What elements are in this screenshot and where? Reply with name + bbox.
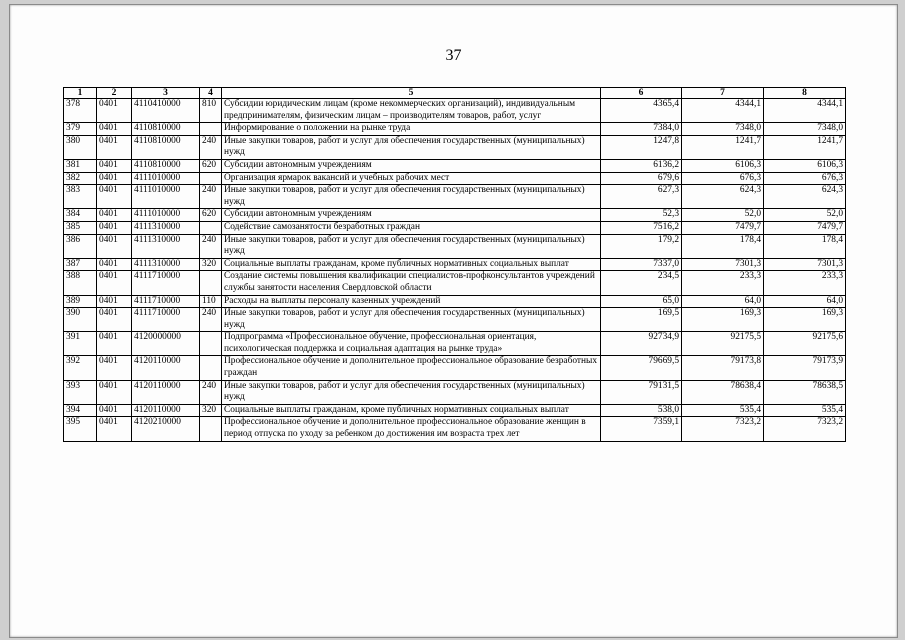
amount-col-8: 178,4 <box>764 234 846 258</box>
table-row <box>64 123 846 136</box>
row-number: 395 <box>64 417 97 441</box>
amount-col-8: 6106,3 <box>764 159 846 172</box>
column-header-8: 8 <box>764 88 846 99</box>
header-row <box>64 88 846 99</box>
section-code: 0401 <box>97 221 132 234</box>
section-code: 0401 <box>97 308 132 332</box>
table-row <box>64 172 846 185</box>
item-name: Иные закупки товаров, работ и услуг для обеспечения государственных (муниципальных) нужд <box>222 135 601 159</box>
target-article-code: 4110810000 <box>132 135 200 159</box>
expense-type-code: 240 <box>200 135 222 159</box>
column-header-6: 6 <box>601 88 682 99</box>
amount-col-6: 79131,5 <box>601 380 682 404</box>
table-row <box>64 417 846 441</box>
row-number: 380 <box>64 135 97 159</box>
target-article-code: 4120210000 <box>132 417 200 441</box>
amount-col-6: 179,2 <box>601 234 682 258</box>
table-row <box>64 332 846 356</box>
column-header-5: 5 <box>222 88 601 99</box>
expense-type-code <box>200 172 222 185</box>
amount-col-6: 52,3 <box>601 209 682 222</box>
amount-col-8: 535,4 <box>764 404 846 417</box>
amount-col-8: 4344,1 <box>764 99 846 123</box>
item-name: Субсидии юридическим лицам (кроме некоммерческих организаций), индивидуальным предпринимателям, физическим лицам – производителям товаров, работ, услуг <box>222 99 601 123</box>
amount-col-7: 7479,7 <box>682 221 764 234</box>
expense-type-code <box>200 332 222 356</box>
item-name: Субсидии автономным учреждениям <box>222 209 601 222</box>
item-name: Организация ярмарок вакансий и учебных рабочих мест <box>222 172 601 185</box>
table-row <box>64 258 846 271</box>
target-article-code: 4111710000 <box>132 308 200 332</box>
item-name: Информирование о положении на рынке труда <box>222 123 601 136</box>
amount-col-6: 627,3 <box>601 185 682 209</box>
table-row <box>64 295 846 308</box>
amount-col-7: 7323,2 <box>682 417 764 441</box>
amount-col-8: 169,3 <box>764 308 846 332</box>
expense-type-code <box>200 356 222 380</box>
row-number: 392 <box>64 356 97 380</box>
amount-col-7: 4344,1 <box>682 99 764 123</box>
table-row <box>64 185 846 209</box>
amount-col-6: 65,0 <box>601 295 682 308</box>
amount-col-8: 7301,3 <box>764 258 846 271</box>
column-header-1: 1 <box>64 88 97 99</box>
amount-col-7: 1241,7 <box>682 135 764 159</box>
row-number: 383 <box>64 185 97 209</box>
column-header-4: 4 <box>200 88 222 99</box>
item-name: Иные закупки товаров, работ и услуг для обеспечения государственных (муниципальных) нужд <box>222 234 601 258</box>
amount-col-6: 679,6 <box>601 172 682 185</box>
expense-type-code: 620 <box>200 159 222 172</box>
expense-type-code: 320 <box>200 258 222 271</box>
amount-col-7: 6106,3 <box>682 159 764 172</box>
section-code: 0401 <box>97 380 132 404</box>
table-row <box>64 209 846 222</box>
column-header-3: 3 <box>132 88 200 99</box>
amount-col-7: 535,4 <box>682 404 764 417</box>
target-article-code: 4120110000 <box>132 404 200 417</box>
item-name: Профессиональное обучение и дополнительное профессиональное образование женщин в период отпуска по уходу за ребенком до достижения им возраста трех лет <box>222 417 601 441</box>
amount-col-7: 178,4 <box>682 234 764 258</box>
row-number: 390 <box>64 308 97 332</box>
amount-col-8: 79173,9 <box>764 356 846 380</box>
table-row <box>64 271 846 295</box>
section-code: 0401 <box>97 332 132 356</box>
amount-col-8: 233,3 <box>764 271 846 295</box>
amount-col-7: 676,3 <box>682 172 764 185</box>
row-number: 385 <box>64 221 97 234</box>
amount-col-6: 169,5 <box>601 308 682 332</box>
amount-col-8: 7479,7 <box>764 221 846 234</box>
table-row <box>64 356 846 380</box>
row-number: 393 <box>64 380 97 404</box>
expense-type-code: 110 <box>200 295 222 308</box>
amount-col-6: 234,5 <box>601 271 682 295</box>
item-name: Социальные выплаты гражданам, кроме публичных нормативных социальных выплат <box>222 258 601 271</box>
section-code: 0401 <box>97 258 132 271</box>
target-article-code: 4111310000 <box>132 221 200 234</box>
target-article-code: 4111310000 <box>132 258 200 271</box>
amount-col-8: 7323,2 <box>764 417 846 441</box>
table-row <box>64 99 846 123</box>
row-number: 389 <box>64 295 97 308</box>
item-name: Подпрограмма «Профессиональное обучение, профессиональная ориентация, психологическая поддержка и социальная адаптация на рынке труда» <box>222 332 601 356</box>
item-name: Содействие самозанятости безработных граждан <box>222 221 601 234</box>
table-row <box>64 308 846 332</box>
amount-col-7: 169,3 <box>682 308 764 332</box>
amount-col-6: 7516,2 <box>601 221 682 234</box>
table-row <box>64 221 846 234</box>
table-row <box>64 159 846 172</box>
target-article-code: 4111710000 <box>132 295 200 308</box>
amount-col-8: 7348,0 <box>764 123 846 136</box>
table-row <box>64 380 846 404</box>
amount-col-7: 64,0 <box>682 295 764 308</box>
amount-col-8: 52,0 <box>764 209 846 222</box>
row-number: 381 <box>64 159 97 172</box>
row-number: 394 <box>64 404 97 417</box>
section-code: 0401 <box>97 185 132 209</box>
row-number: 387 <box>64 258 97 271</box>
target-article-code: 4120110000 <box>132 380 200 404</box>
amount-col-7: 78638,4 <box>682 380 764 404</box>
amount-col-6: 79669,5 <box>601 356 682 380</box>
row-number: 388 <box>64 271 97 295</box>
amount-col-6: 7337,0 <box>601 258 682 271</box>
item-name: Субсидии автономным учреждениям <box>222 159 601 172</box>
expense-type-code: 240 <box>200 308 222 332</box>
amount-col-7: 92175,5 <box>682 332 764 356</box>
document-page <box>9 4 898 638</box>
amount-col-8: 1241,7 <box>764 135 846 159</box>
row-number: 386 <box>64 234 97 258</box>
expense-type-code <box>200 123 222 136</box>
row-number: 382 <box>64 172 97 185</box>
amount-col-8: 92175,6 <box>764 332 846 356</box>
amount-col-7: 624,3 <box>682 185 764 209</box>
amount-col-8: 624,3 <box>764 185 846 209</box>
target-article-code: 4111010000 <box>132 185 200 209</box>
target-article-code: 4120110000 <box>132 356 200 380</box>
table-row <box>64 135 846 159</box>
section-code: 0401 <box>97 271 132 295</box>
expense-type-code: 240 <box>200 380 222 404</box>
section-code: 0401 <box>97 356 132 380</box>
amount-col-6: 4365,4 <box>601 99 682 123</box>
budget-table <box>63 87 846 442</box>
amount-col-6: 7384,0 <box>601 123 682 136</box>
item-name: Социальные выплаты гражданам, кроме публичных нормативных социальных выплат <box>222 404 601 417</box>
column-header-7: 7 <box>682 88 764 99</box>
target-article-code: 4110810000 <box>132 159 200 172</box>
target-article-code: 4111710000 <box>132 271 200 295</box>
column-header-2: 2 <box>97 88 132 99</box>
row-number: 379 <box>64 123 97 136</box>
section-code: 0401 <box>97 159 132 172</box>
target-article-code: 4110410000 <box>132 99 200 123</box>
page-number: 37 <box>445 47 462 64</box>
expense-type-code <box>200 417 222 441</box>
amount-col-6: 92734,9 <box>601 332 682 356</box>
section-code: 0401 <box>97 404 132 417</box>
row-number: 391 <box>64 332 97 356</box>
target-article-code: 4110810000 <box>132 123 200 136</box>
section-code: 0401 <box>97 234 132 258</box>
target-article-code: 4120000000 <box>132 332 200 356</box>
amount-col-8: 64,0 <box>764 295 846 308</box>
amount-col-6: 7359,1 <box>601 417 682 441</box>
amount-col-8: 676,3 <box>764 172 846 185</box>
section-code: 0401 <box>97 295 132 308</box>
amount-col-7: 79173,8 <box>682 356 764 380</box>
item-name: Создание системы повышения квалификации специалистов-профконсультантов учреждений службы занятости населения Свердловской области <box>222 271 601 295</box>
item-name: Профессиональное обучение и дополнительное профессиональное образование безработных граждан <box>222 356 601 380</box>
section-code: 0401 <box>97 417 132 441</box>
amount-col-7: 7301,3 <box>682 258 764 271</box>
expense-type-code: 320 <box>200 404 222 417</box>
amount-col-7: 7348,0 <box>682 123 764 136</box>
row-number: 378 <box>64 99 97 123</box>
target-article-code: 4111010000 <box>132 172 200 185</box>
expense-type-code <box>200 271 222 295</box>
section-code: 0401 <box>97 123 132 136</box>
target-article-code: 4111310000 <box>132 234 200 258</box>
expense-type-code: 240 <box>200 185 222 209</box>
amount-col-7: 52,0 <box>682 209 764 222</box>
item-name: Иные закупки товаров, работ и услуг для обеспечения государственных (муниципальных) нужд <box>222 380 601 404</box>
amount-col-6: 6136,2 <box>601 159 682 172</box>
expense-type-code <box>200 221 222 234</box>
section-code: 0401 <box>97 172 132 185</box>
item-name: Иные закупки товаров, работ и услуг для обеспечения государственных (муниципальных) нужд <box>222 185 601 209</box>
expense-type-code: 620 <box>200 209 222 222</box>
section-code: 0401 <box>97 99 132 123</box>
amount-col-7: 233,3 <box>682 271 764 295</box>
target-article-code: 4111010000 <box>132 209 200 222</box>
amount-col-6: 1247,8 <box>601 135 682 159</box>
table-body <box>64 99 846 442</box>
table-row <box>64 234 846 258</box>
expense-type-code: 810 <box>200 99 222 123</box>
amount-col-8: 78638,5 <box>764 380 846 404</box>
section-code: 0401 <box>97 135 132 159</box>
section-code: 0401 <box>97 209 132 222</box>
item-name: Расходы на выплаты персоналу казенных учреждений <box>222 295 601 308</box>
row-number: 384 <box>64 209 97 222</box>
amount-col-6: 538,0 <box>601 404 682 417</box>
table-row <box>64 404 846 417</box>
item-name: Иные закупки товаров, работ и услуг для обеспечения государственных (муниципальных) нужд <box>222 308 601 332</box>
expense-type-code: 240 <box>200 234 222 258</box>
